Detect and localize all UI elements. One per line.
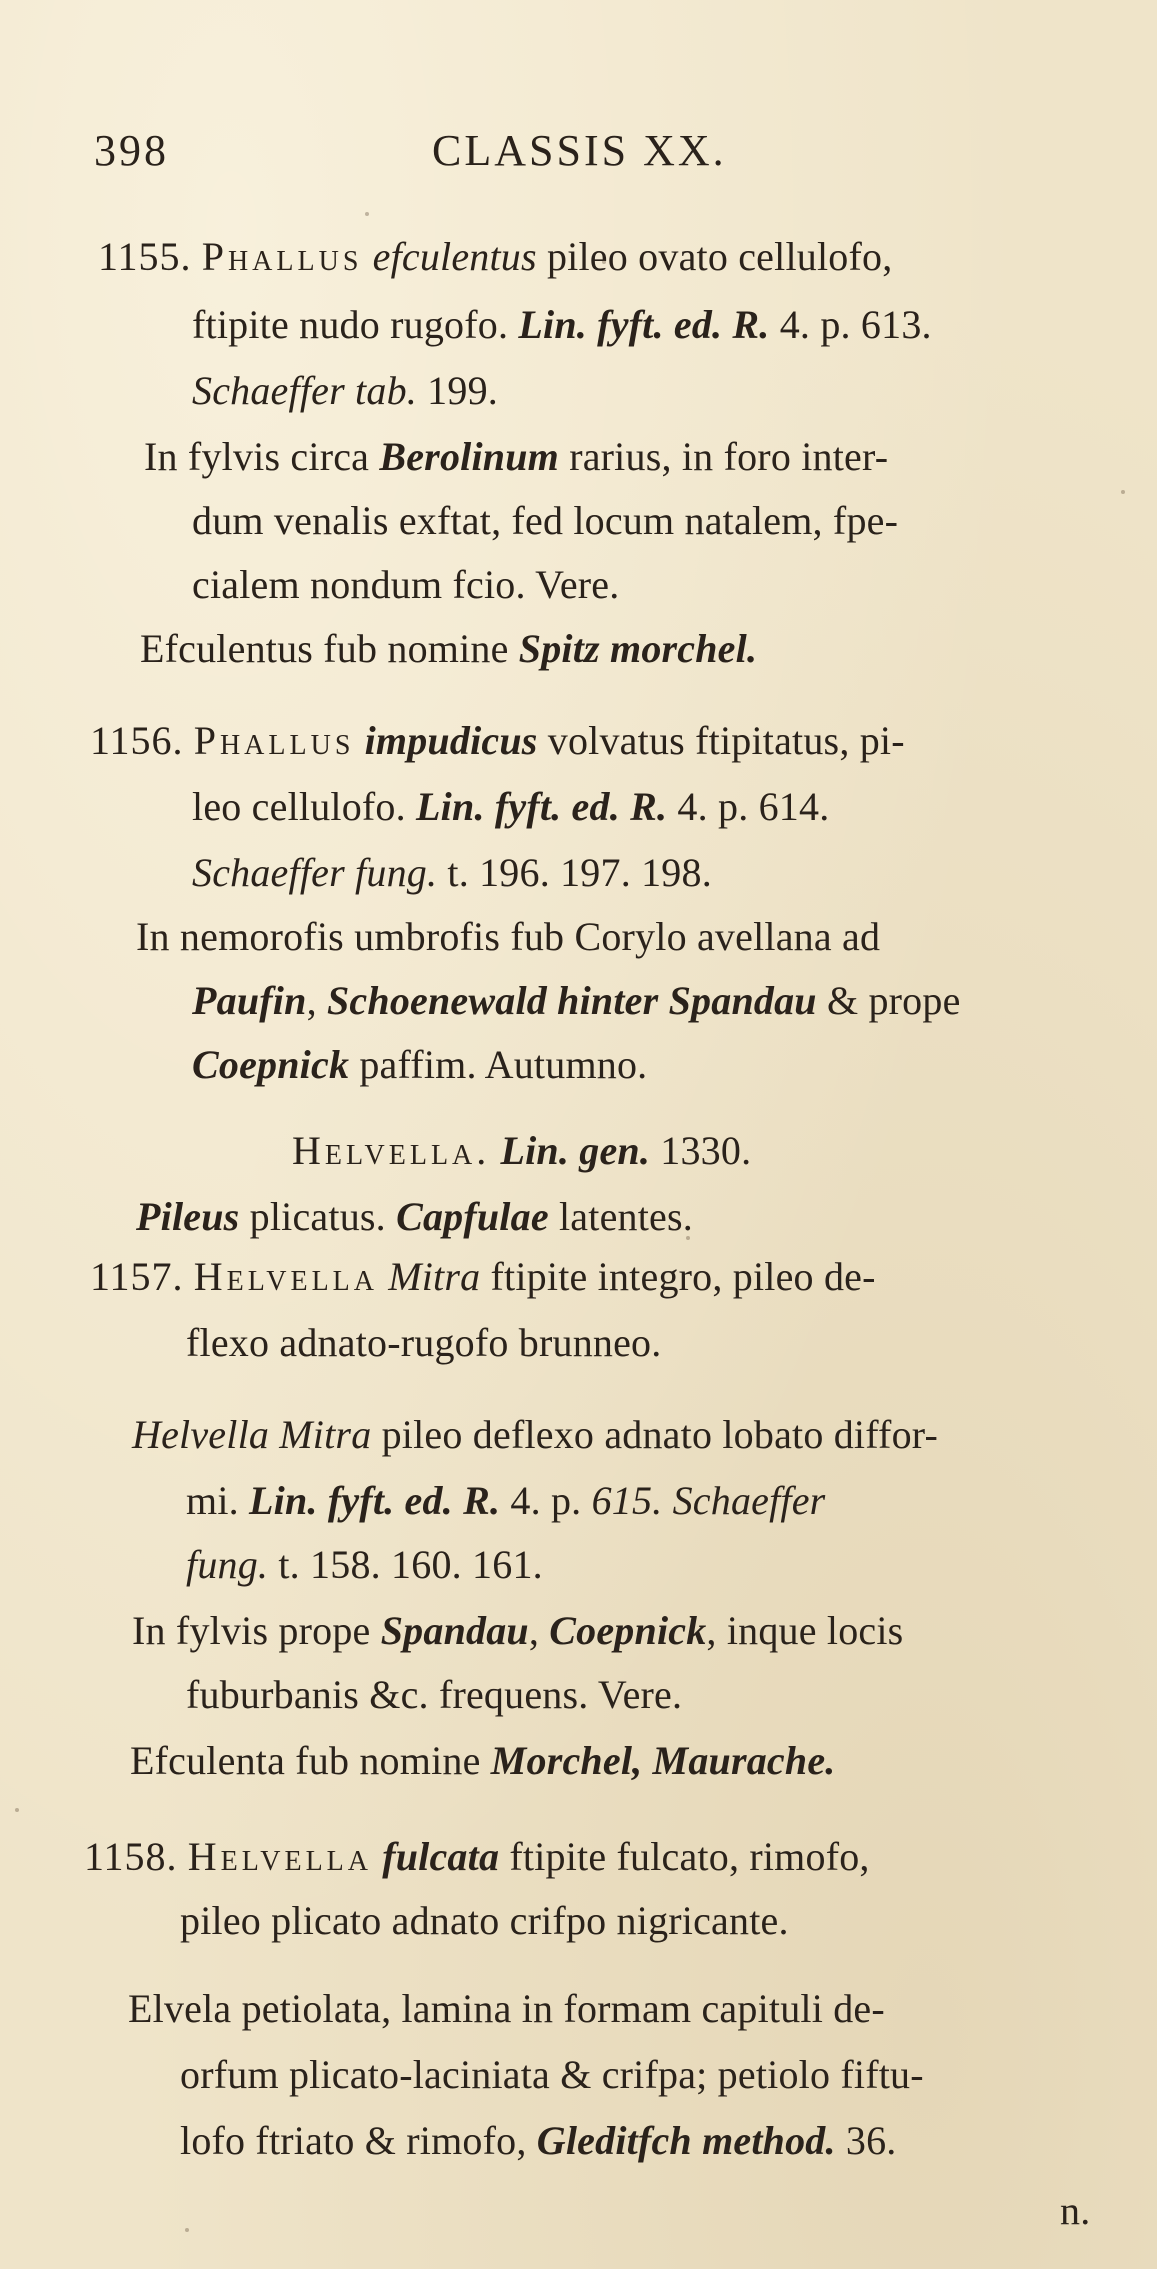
synonym: Helvella Mitra xyxy=(132,1412,372,1457)
diagnosis-text: ftipite fulcato, rimofo, xyxy=(509,1834,870,1879)
entry-1155-line-6: cialem nondum fcio. Vere. xyxy=(192,562,620,607)
text: Efculenta fub nomine xyxy=(130,1738,481,1783)
entry-1157-line-2: flexo adnato-rugofo brunneo. xyxy=(186,1320,662,1365)
text: pileo deflexo adnato lobato diffor- xyxy=(381,1412,939,1457)
text: , inque locis xyxy=(706,1608,904,1653)
entry-1158-line-4: orfum plicato-laciniata & crifpa; petiolo fiftu- xyxy=(180,2052,924,2097)
text: mi. xyxy=(186,1478,239,1523)
diagnosis-text: ftipite integro, pileo de- xyxy=(490,1254,876,1299)
entry-1158-line-1 xyxy=(84,1832,870,1882)
term: Pileus xyxy=(136,1194,240,1239)
citation-page: 199. xyxy=(427,368,498,413)
genus-name: Phallus xyxy=(193,718,355,763)
entry-1157-line-6 xyxy=(132,1606,903,1656)
catchword: n. xyxy=(1060,2188,1091,2233)
citation: Schaeffer tab. xyxy=(192,368,417,413)
paper-speck xyxy=(365,212,369,216)
entry-1156-line-6 xyxy=(192,1040,647,1090)
species-name: fulcata xyxy=(382,1834,500,1879)
citation-number: 1330. xyxy=(660,1128,752,1173)
paper-speck xyxy=(15,1808,19,1812)
citation: Schaeffer fung. xyxy=(192,850,438,895)
citation: Lin. fyft. ed. R. xyxy=(518,302,770,347)
citation-page: 4. p. 614. xyxy=(677,784,830,829)
entry-1155-line-2 xyxy=(192,300,932,350)
text: latentes. xyxy=(558,1194,693,1239)
citation-author: Schaeffer xyxy=(672,1478,826,1523)
place-name: Spandau xyxy=(380,1608,529,1653)
entry-1156-line-5 xyxy=(192,976,961,1026)
entry-1157-line-3 xyxy=(132,1410,938,1460)
entry-number: 1156. xyxy=(90,718,184,763)
citation-page: 36. xyxy=(845,2118,897,2163)
entry-number: 1155. xyxy=(98,234,192,279)
paper-speck xyxy=(1121,490,1125,494)
citation-page: t. 158. 160. 161. xyxy=(278,1542,543,1587)
place-name: Paufin xyxy=(192,978,307,1023)
entry-1155-line-7 xyxy=(140,624,757,674)
entry-number: 1158. xyxy=(84,1834,178,1879)
running-head: CLASSIS XX. xyxy=(432,126,727,175)
text: Efculentus fub nomine xyxy=(140,626,509,671)
genus-name: Helvella xyxy=(193,1254,378,1299)
term: Capfulae xyxy=(396,1194,549,1239)
genus-name: Helvella xyxy=(187,1834,372,1879)
citation: Lin. gen. xyxy=(500,1128,651,1173)
paper-speck xyxy=(602,260,606,264)
text: 4. p. xyxy=(510,1478,582,1523)
separator: , xyxy=(528,1608,540,1653)
entry-1158-line-5 xyxy=(180,2116,897,2166)
text: ftipite nudo rugofo. xyxy=(192,302,509,347)
text: & prope xyxy=(826,978,961,1023)
citation-page: 615. xyxy=(591,1478,663,1523)
species-name: efculentus xyxy=(372,234,537,279)
text: rarius, in foro inter- xyxy=(569,434,889,479)
entry-1157-line-5 xyxy=(186,1540,543,1590)
entry-1156-line-4: In nemorofis umbrofis fub Corylo avellana ad xyxy=(136,914,881,959)
entry-1156-line-1 xyxy=(90,716,905,766)
text: leo cellulofo. xyxy=(192,784,406,829)
diagnosis-text: pileo ovato cellulofo, xyxy=(546,234,893,279)
genus-name: Phallus xyxy=(201,234,363,279)
entry-1155-line-4 xyxy=(144,432,888,482)
entry-number: 1157. xyxy=(90,1254,184,1299)
citation: Lin. fyft. ed. R. xyxy=(249,1478,501,1523)
citation: Gleditfch method. xyxy=(536,2118,836,2163)
citation-page: t. 196. 197. 198. xyxy=(447,850,712,895)
paper-speck xyxy=(185,2228,189,2232)
vernacular-name: Spitz morchel. xyxy=(518,626,758,671)
page-number: 398 xyxy=(94,126,169,175)
diagnosis-text: volvatus ftipitatus, pi- xyxy=(547,718,905,763)
citation: fung. xyxy=(186,1542,269,1587)
place-name: Berolinum xyxy=(379,434,559,479)
genus-character xyxy=(136,1192,693,1242)
citation-page: 4. p. 613. xyxy=(779,302,932,347)
text: lofo ftriato & rimofo, xyxy=(180,2118,527,2163)
separator: , xyxy=(306,978,317,1023)
entry-1155-line-3 xyxy=(192,366,498,416)
text: In fylvis prope xyxy=(132,1608,371,1653)
entry-1155-line-1 xyxy=(98,232,892,282)
place-name: Coepnick xyxy=(549,1608,707,1653)
text: paffim. Autumno. xyxy=(359,1042,648,1087)
entry-1156-line-2 xyxy=(192,782,829,832)
entry-1157-line-7: fuburbanis &c. frequens. Vere. xyxy=(186,1672,683,1717)
entry-1156-line-3 xyxy=(192,848,712,898)
entry-1158-line-3: Elvela petiolata, lamina in formam capituli de- xyxy=(128,1986,885,2031)
paper-speck xyxy=(686,1236,690,1240)
entry-1155-line-5: dum venalis exftat, fed locum natalem, fpe- xyxy=(192,498,899,543)
genus-heading xyxy=(292,1126,751,1176)
entry-1157-line-1 xyxy=(90,1252,876,1302)
place-name: Schoenewald hinter Spandau xyxy=(326,978,817,1023)
vernacular-name: Morchel, Maurache. xyxy=(490,1738,836,1783)
entry-1158-line-2: pileo plicato adnato crifpo nigricante. xyxy=(180,1898,789,1943)
entry-1157-line-8 xyxy=(130,1736,835,1786)
species-name: impudicus xyxy=(364,718,538,763)
entry-1157-line-4 xyxy=(186,1476,825,1526)
genus-name: Helvella. xyxy=(292,1128,491,1173)
citation: Lin. fyft. ed. R. xyxy=(416,784,668,829)
species-name: Mitra xyxy=(388,1254,481,1299)
place-name: Coepnick xyxy=(192,1042,350,1087)
text: plicatus. xyxy=(249,1194,386,1239)
text: In fylvis circa xyxy=(144,434,370,479)
